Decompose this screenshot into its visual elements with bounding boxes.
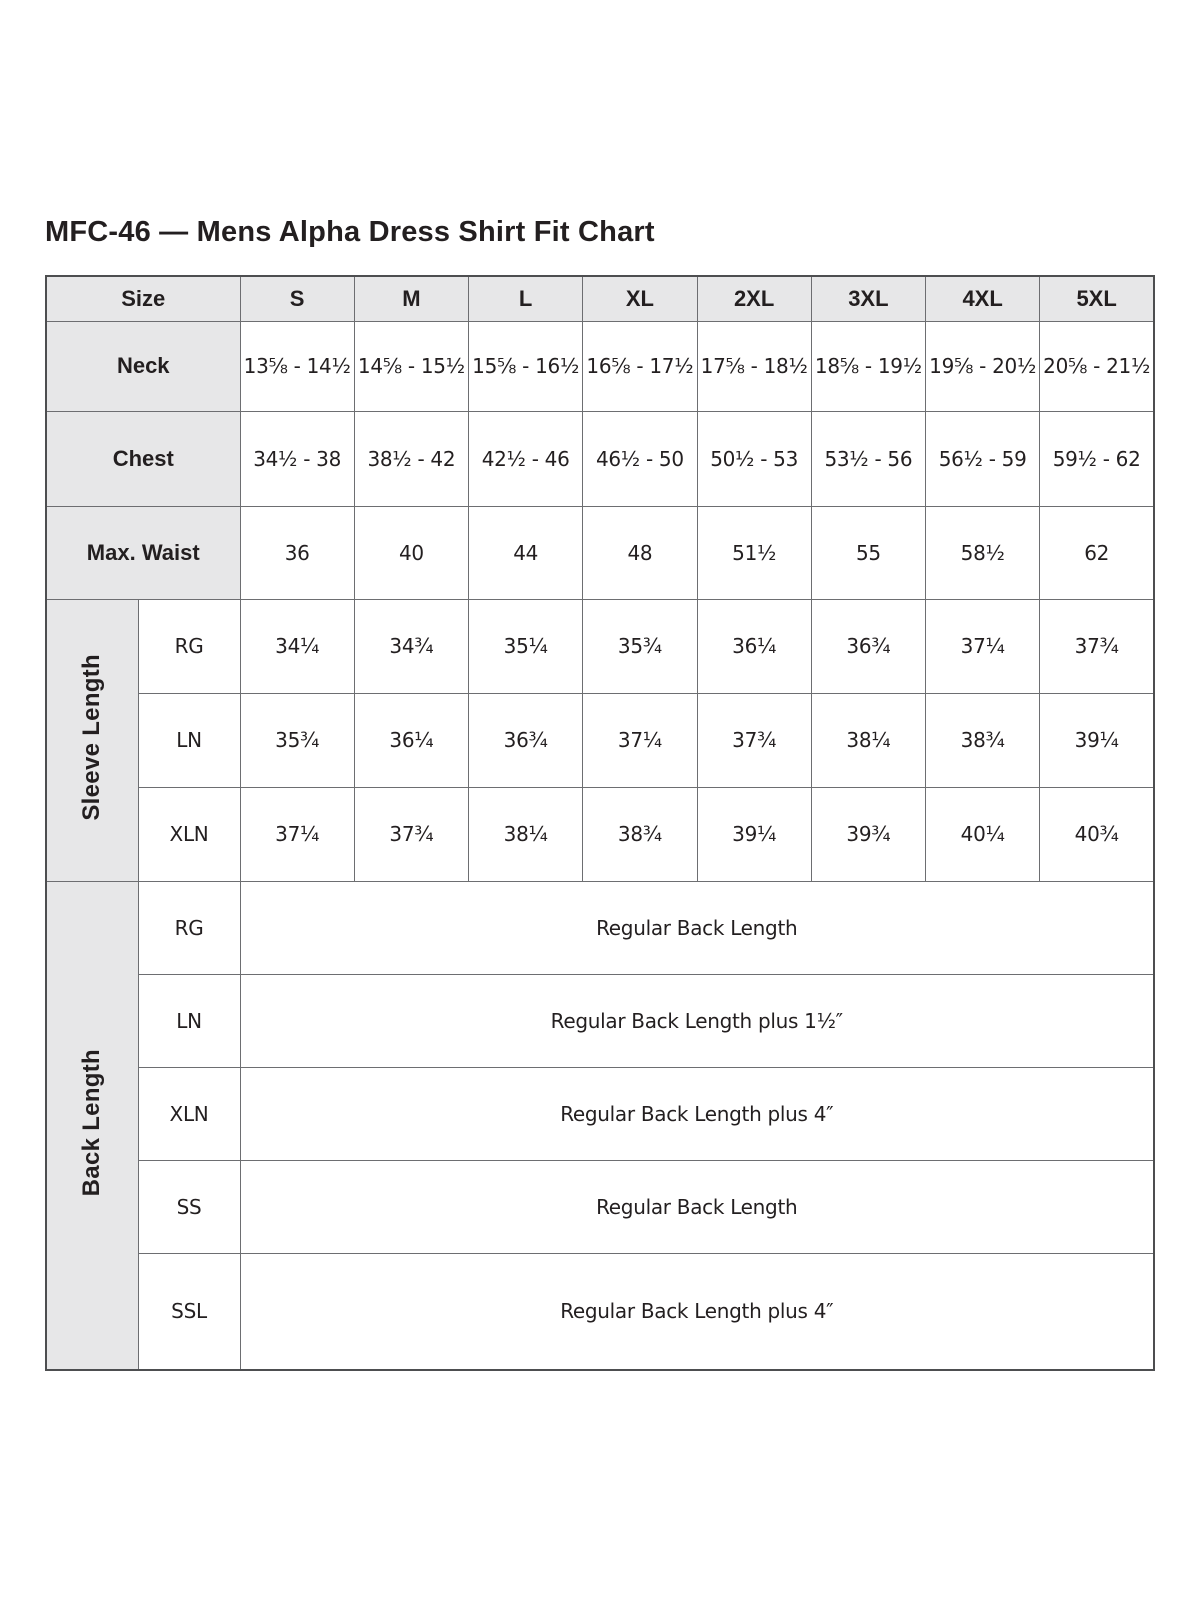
chest-row-label: Chest xyxy=(46,411,240,506)
size-col-header-2xl: 2XL xyxy=(697,276,811,321)
sleeve-xln-cell: 40¾ xyxy=(1040,787,1154,881)
sleeve-ln-cell: 39¼ xyxy=(1040,693,1154,787)
back-ss-row xyxy=(46,1160,1154,1253)
back-length-section-label xyxy=(46,881,138,1370)
chest-row xyxy=(46,411,1154,506)
chest-cell: 46½ - 50 xyxy=(583,411,697,506)
neck-cell: 15⅝ - 16½ xyxy=(469,321,583,411)
sleeve-ln-cell: 35¾ xyxy=(240,693,354,787)
back-xln-fit-label: XLN xyxy=(138,1067,240,1160)
size-col-header-5xl: 5XL xyxy=(1040,276,1154,321)
max-waist-cell: 36 xyxy=(240,506,354,599)
back-rg-value: Regular Back Length xyxy=(240,881,1154,974)
sleeve-rg-cell: 34¾ xyxy=(354,599,468,693)
page-title: MFC-46 — Mens Alpha Dress Shirt Fit Chart xyxy=(45,216,655,248)
sleeve-xln-cell: 39¼ xyxy=(697,787,811,881)
sleeve-ln-fit-label: LN xyxy=(138,693,240,787)
size-col-header-xl: XL xyxy=(583,276,697,321)
max-waist-cell: 51½ xyxy=(697,506,811,599)
neck-cell: 14⅝ - 15½ xyxy=(354,321,468,411)
size-header-cell: Size xyxy=(46,276,240,321)
sleeve-xln-cell: 39¾ xyxy=(811,787,925,881)
chest-cell: 53½ - 56 xyxy=(811,411,925,506)
max-waist-cell: 44 xyxy=(469,506,583,599)
chest-cell: 34½ - 38 xyxy=(240,411,354,506)
size-col-header-3xl: 3XL xyxy=(811,276,925,321)
sleeve-ln-cell: 38¼ xyxy=(811,693,925,787)
size-col-header-l: L xyxy=(469,276,583,321)
sleeve-rg-row xyxy=(46,599,1154,693)
neck-cell: 18⅝ - 19½ xyxy=(811,321,925,411)
size-col-header-m: M xyxy=(354,276,468,321)
neck-cell: 19⅝ - 20½ xyxy=(926,321,1040,411)
back-xln-value: Regular Back Length plus 4″ xyxy=(240,1067,1154,1160)
back-xln-row xyxy=(46,1067,1154,1160)
neck-cell: 16⅝ - 17½ xyxy=(583,321,697,411)
sleeve-rg-cell: 36¼ xyxy=(697,599,811,693)
back-ssl-fit-label: SSL xyxy=(138,1253,240,1370)
max-waist-cell: 62 xyxy=(1040,506,1154,599)
sleeve-rg-cell: 37¼ xyxy=(926,599,1040,693)
back-rg-fit-label: RG xyxy=(138,881,240,974)
back-ssl-row xyxy=(46,1253,1154,1370)
sleeve-ln-cell: 37¼ xyxy=(583,693,697,787)
back-length-vertical-text: Back Length xyxy=(78,1049,106,1197)
size-col-header-s: S xyxy=(240,276,354,321)
sleeve-rg-fit-label: RG xyxy=(138,599,240,693)
chest-cell: 50½ - 53 xyxy=(697,411,811,506)
sleeve-xln-row xyxy=(46,787,1154,881)
size-col-header-4xl: 4XL xyxy=(926,276,1040,321)
sleeve-ln-cell: 37¾ xyxy=(697,693,811,787)
back-ln-value: Regular Back Length plus 1½″ xyxy=(240,974,1154,1067)
sleeve-xln-cell: 37¾ xyxy=(354,787,468,881)
sleeve-xln-cell: 38¼ xyxy=(469,787,583,881)
sleeve-rg-cell: 36¾ xyxy=(811,599,925,693)
sleeve-xln-cell: 38¾ xyxy=(583,787,697,881)
back-ss-value: Regular Back Length xyxy=(240,1160,1154,1253)
back-ln-fit-label: LN xyxy=(138,974,240,1067)
neck-cell: 17⅝ - 18½ xyxy=(697,321,811,411)
max-waist-cell: 58½ xyxy=(926,506,1040,599)
sleeve-length-vertical-text: Sleeve Length xyxy=(78,654,106,821)
sleeve-rg-cell: 35¾ xyxy=(583,599,697,693)
max-waist-cell: 40 xyxy=(354,506,468,599)
neck-row-label: Neck xyxy=(46,321,240,411)
back-ln-row xyxy=(46,974,1154,1067)
neck-cell: 13⅝ - 14½ xyxy=(240,321,354,411)
chest-cell: 42½ - 46 xyxy=(469,411,583,506)
size-header-row xyxy=(46,276,1154,321)
chest-cell: 56½ - 59 xyxy=(926,411,1040,506)
chest-cell: 59½ - 62 xyxy=(1040,411,1154,506)
chest-cell: 38½ - 42 xyxy=(354,411,468,506)
sleeve-rg-cell: 37¾ xyxy=(1040,599,1154,693)
back-ssl-value: Regular Back Length plus 4″ xyxy=(240,1253,1154,1370)
sleeve-xln-cell: 37¼ xyxy=(240,787,354,881)
max-waist-cell: 48 xyxy=(583,506,697,599)
max-waist-cell: 55 xyxy=(811,506,925,599)
sleeve-length-section-label xyxy=(46,599,138,881)
neck-row xyxy=(46,321,1154,411)
sleeve-ln-cell: 36¾ xyxy=(469,693,583,787)
sleeve-xln-cell: 40¼ xyxy=(926,787,1040,881)
sleeve-rg-cell: 34¼ xyxy=(240,599,354,693)
back-ss-fit-label: SS xyxy=(138,1160,240,1253)
max-waist-row-label: Max. Waist xyxy=(46,506,240,599)
neck-cell: 20⅝ - 21½ xyxy=(1040,321,1154,411)
sleeve-rg-cell: 35¼ xyxy=(469,599,583,693)
fit-chart-table xyxy=(45,275,1155,1371)
sleeve-xln-fit-label: XLN xyxy=(138,787,240,881)
back-rg-row xyxy=(46,881,1154,974)
sleeve-ln-cell: 36¼ xyxy=(354,693,468,787)
sleeve-ln-cell: 38¾ xyxy=(926,693,1040,787)
sleeve-ln-row xyxy=(46,693,1154,787)
max-waist-row xyxy=(46,506,1154,599)
